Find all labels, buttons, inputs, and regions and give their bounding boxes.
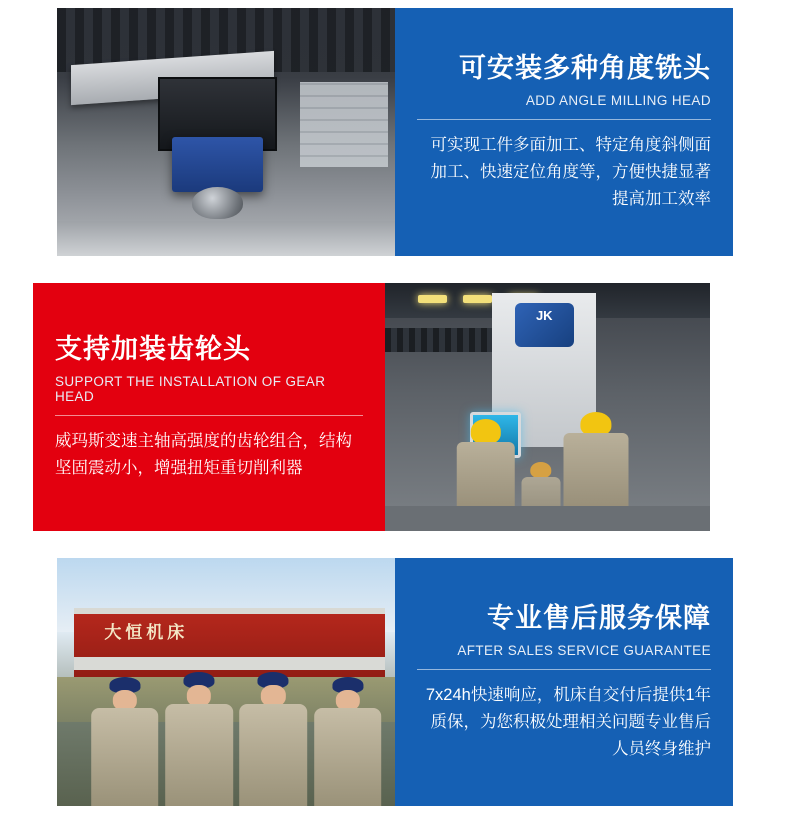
section-3-photo <box>57 558 395 806</box>
section-1-photo <box>57 8 395 256</box>
uniform <box>91 708 159 806</box>
workshop-floor <box>57 221 395 256</box>
building-stripe <box>74 657 385 669</box>
helmet-icon <box>530 462 551 479</box>
section-1-body: 可实现工件多面加工、特定角度斜侧面加工、快速定位角度等，方便快捷显著提高加工效率 <box>430 136 711 208</box>
uniform <box>240 704 308 806</box>
machine-rail <box>385 328 492 353</box>
section-2-body: 威玛斯变速主轴高强度的齿轮组合，结构坚固震动小，增强扭矩重切削利器 <box>55 431 352 477</box>
team-member <box>165 672 233 806</box>
section-3-body: 7x24h快速响应，机床自交付后提供1年质保，为您积极处理相关问题专业售后人员终身维护 <box>425 686 711 758</box>
section-3-title: 专业售后服务保障 <box>487 602 711 633</box>
team-member <box>240 672 308 806</box>
team-member <box>314 677 382 806</box>
section-1-subtitle: ADD ANGLE MILLING HEAD <box>525 93 711 109</box>
workshop-floor <box>385 506 710 531</box>
section-3-subtitle: AFTER SALES SERVICE GUARANTEE <box>457 643 711 659</box>
section-1-title: 可安装多种角度铣头 <box>459 52 711 83</box>
helmet-icon <box>581 412 612 436</box>
angle-milling-head <box>172 137 263 192</box>
section-2-divider <box>55 415 363 416</box>
team-member <box>91 677 159 806</box>
uniform <box>314 708 382 806</box>
building-sign: 大恒机床 <box>104 622 189 642</box>
section-3-divider <box>417 669 711 670</box>
section-2-text-panel <box>33 283 385 531</box>
machine-brand-logo: JK <box>515 303 574 348</box>
section-2-photo <box>385 283 710 531</box>
section-1-text-panel <box>395 8 733 256</box>
window-panel <box>300 82 388 166</box>
section-1-divider <box>417 119 711 120</box>
work-lamp-icon <box>463 295 492 302</box>
spindle-nose <box>192 187 243 219</box>
section-2-title: 支持加装齿轮头 <box>55 333 251 364</box>
section-3-text-panel <box>395 558 733 806</box>
work-lamp-icon <box>418 295 447 302</box>
uniform <box>165 704 233 806</box>
section-2-subtitle: SUPPORT THE INSTALLATION OF GEAR HEAD <box>55 373 326 404</box>
helmet-icon <box>471 419 501 444</box>
